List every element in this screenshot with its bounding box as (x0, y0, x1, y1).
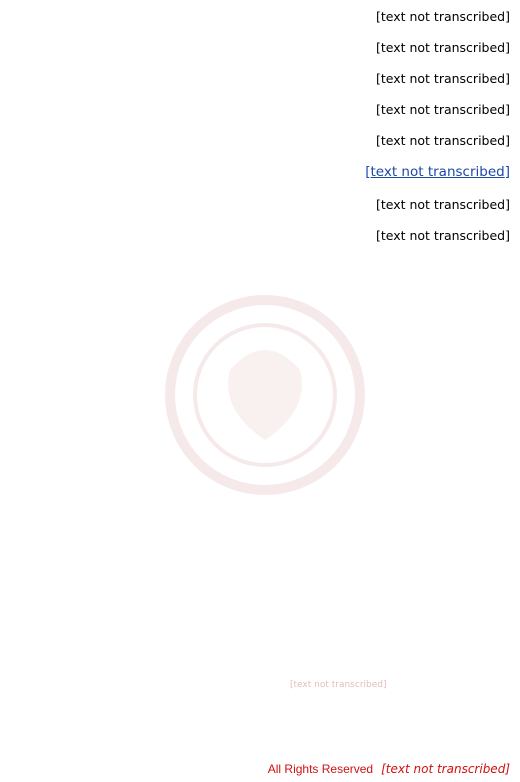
paragraph: [text not transcribed] (375, 40, 510, 55)
paragraph: [text not transcribed] (375, 102, 510, 117)
watermark-url: [text not transcribed] (290, 680, 387, 690)
highlighted-paragraph: [text not transcribed] (365, 164, 510, 180)
paragraph: [text not transcribed] (375, 71, 510, 86)
copyright-notice: [text not transcribed] (381, 762, 510, 776)
paragraph: [text not transcribed] (375, 228, 510, 243)
rights-reserved: All Rights Reserved (267, 762, 374, 776)
article-body (10, 6, 510, 246)
paragraph: [text not transcribed] (375, 9, 510, 24)
watermark-logo-icon (160, 290, 370, 500)
paragraph: [text not transcribed] (375, 133, 510, 148)
paragraph: [text not transcribed] (375, 197, 510, 212)
footer (10, 762, 510, 776)
